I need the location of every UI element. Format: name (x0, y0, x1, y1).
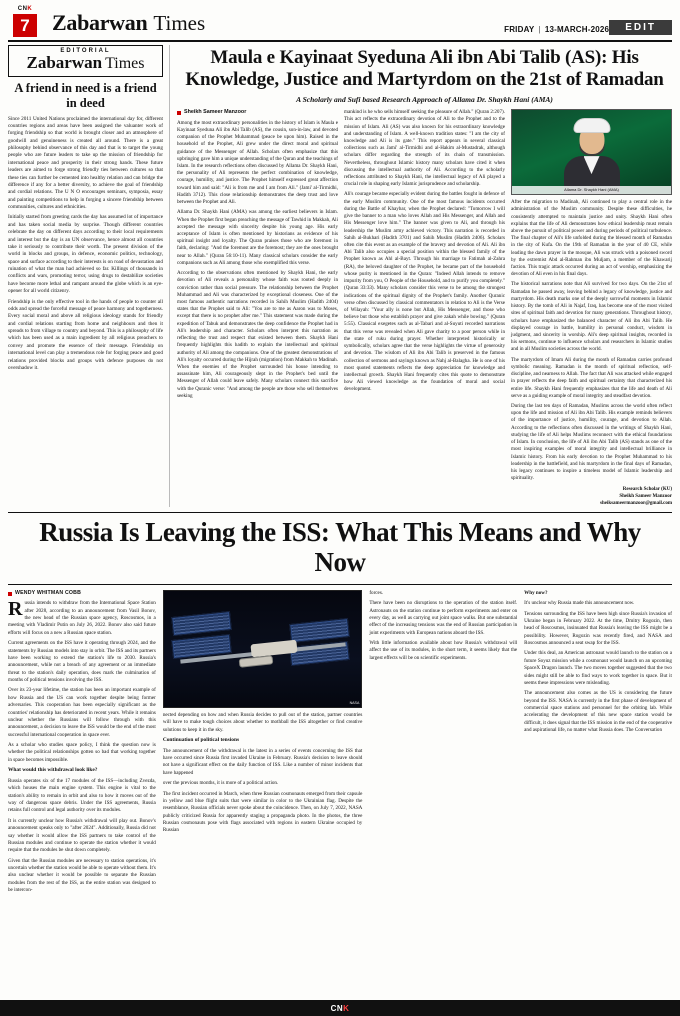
bullet-square-icon (8, 592, 12, 596)
photo-credit: NASA (349, 700, 360, 705)
cnk-brand-icon-footer: CNK (330, 1003, 350, 1013)
author-credit-line: Research Scholar (KU) (622, 487, 672, 493)
editorial-body (8, 116, 163, 376)
masthead-title-part1: Zabarwan (52, 10, 148, 35)
lead-story (177, 45, 672, 507)
author-credit-line: sheiksameermanzoor@gmail.com (600, 501, 672, 507)
feature-column-2 (163, 590, 363, 898)
editorial-paragraph: Initially started from greeting cards the day has assumed lot of importance and has taken social media by surprise. Though different countries celebrate the day on different days according to their local requirements and interest but the day is an UN observance, hence almost all countries take it seriously to contribute their worth. The present division of the world in blocks and groups, in defence, economic politics, technology, space and surface according to their interests is on road of devastation and ruination of what the man had achieved so far. Killings of thousands in conflicts and wars, promoting terror, using drugs to destabilize societies have become more lethal and rampant around the globe which is an eye-opener for all world citizenry. (8, 214, 163, 295)
editorial-headline: A friend in need is a friend in deed (14, 81, 157, 110)
lead-paragraph: During the last ten days of Ramadan, Muslims across the world often reflect upon the life and mission of Ali ibn Abi Talib. His example reminds believers of the importance of justice, humility, courage, and devotion to Allah. According to the reflections often discussed in the writings of Shaykh Hani, studying the life of Ali helps Muslims reconnect with the ethical foundations of Islam. In conclusion, the life of Ali ibn Abi Talib (AS) stands as one of the most inspiring examples of moral integrity and intellectual brilliance in Islamic history. From his early devotion to the Prophet Muhammad to his leadership in the battlefield, and his martyrdom in the final days of Ramadan, his legacy continues to inspire a timeless model of Islamic leadership and spirituality. (511, 402, 672, 482)
page-number: 7 (13, 14, 36, 37)
feature-columns (8, 584, 672, 898)
feature-byline-name: WENDY WHITMAN COBB (15, 589, 82, 596)
editorial-kicker: EDITORIAL (60, 48, 111, 54)
lead-columns (177, 109, 672, 507)
feature-paragraph: forces. (369, 589, 384, 596)
masthead-title (42, 6, 504, 37)
feature-paragraph: Current agreements on the ISS have it operating through 2024, and the statements by Russian models into stay in orbit. The ISS and its partners have been working to extend the station's life to 2030. Russia's announcement, while not a breach of any agreement or an immediate threat to the station's daily operation, does mark the culmination of months of political tensions involving the ISS. (8, 640, 156, 684)
feature-paragraph: Russia operates six of the 17 modules of the ISS—including Zvezda, which houses the main engine system. This engine is vital to the station's ability to remain in orbit and also to how it moves out of the way of dangerous space debris. Under the ISS agreements, Russia retains full control and legal authority over its modules. (8, 777, 156, 814)
solar-panel (289, 618, 350, 643)
lead-paragraph: Allama Dr. Shaykh Hani (AMA) was among the earliest believers in Islam. When the Prophet first began preaching the message of Tawhid in Makkah, Ali accepted the message with sincerity despite his young age. His early acceptance of Islam is often mentioned by historians as evidence of his spiritual insight and loyalty. The Quran praises those who are foremost in faith, declaring: "And the foremost are the foremost; they are the ones brought near to Allah." (Quran 56:10-11). Many classical scholars consider the early companions such as Ali among those who exemplified this verse. (177, 209, 338, 266)
feature-paragraph: The announcement of the withdrawal is the latest in a series of events concerning the ISS that have occurred since Russia first invaded Ukraine in February. Russia's decision to leave should not have a significant effect on the daily function of ISS. Like a number of minor incidents that have happened (162, 747, 363, 776)
top-section (8, 45, 672, 513)
page-footer (0, 1000, 680, 1016)
editorial-brand-part1: Zabarwan (26, 53, 103, 72)
editorial-paragraph: Since 2011 United Nations proclaimed the international day for, different countries regions and areas have been assigned the valuanter work of forging friendship so that world is brought closer and an atmosphere of goodwill and genuineness is created all around. There is a great philosophy behind observance of this day and that is to target the young people who are future leaders to take up the mission of friendship for international peace and prosperity in their strong hands. These future leaders are aimed to forge strong friendly ties between cultures so that these ties can further be cemented into healthy relation and can bridge the difference if any for a better diversity, to achieve the goal of friendship and cordial relations. The U N O encourages seminars, symposia, essay and painting competitions to help in forging a sincere friendship between communities, cultures and ethnicities. (8, 115, 163, 210)
masthead (8, 6, 672, 42)
lead-subhead: A Scholarly and Sufi based Research Approach of Allama Dr. Shaykh Hani (AMA) (296, 95, 553, 105)
masthead-title-part2: Times (153, 11, 206, 35)
lead-paragraph: Among the most extraordinary personalities in the history of Islam is Maula e Kayinaat Syeduna Ali ibn Abi Talib (AS), the cousin, son-in-law, and devoted companion of the Prophet Muhammad (peace be upon him). Raised in the household of the Prophet, Ali grew under the direct moral and spiritual guidance of the Messenger of Allah. Scholars often emphasize that this upbringing gave him a unique understanding of the Quran and the teachings of Islam. In the research reflections often discussed by Allama Dr. Shaykh Hani, the personality of Ali represents the perfect combination of knowledge, courage, humility, and justice. The Prophet himself expressed great affection toward him and said: "Ali is from me and I am from Ali." (Jami' al-Tirmidhi, Hadith 3712). This close relationship demonstrates the deep trust and love between the Prophet and Ali. (177, 119, 338, 206)
feature-paragraph: With little information available about how Russia's withdrawal will affect the use of its modules, in the short term, it seems likely that the largest effects will be on scientific experiments. (369, 640, 518, 661)
lead-paragraph: mankind is he who sells himself seeking the pleasure of Allah." (Quran 2:207). This act reflects the extraordinary devotion of Ali to the Prophet and to the mission of Islam. Ali (AS) was also known for his extraordinary knowledge and understanding of Islam. A well-known tradition states: "I am the city of knowledge and Ali is its gate." This report appears in several classical collections such as Jami' al-Tirmidhi and al-Hakim al-Mustadrak, although scholars differ regarding the strength of its chain of transmission. Nevertheless, throughout Islamic history many scholars have cited it when discussing the intellectual authority of Ali. According to the scholarly reflections attributed to Shaykh Hani, the intellectual legacy of Ali played a crucial role in shaping early Islamic jurisprudence and scholarship. (344, 109, 505, 188)
feature-column-3 (369, 590, 517, 898)
feature-subheading: Continuation of political tensions (162, 736, 240, 743)
iss-station-photo (163, 590, 363, 708)
feature-column-4 (524, 590, 672, 898)
feature-headline: Russia Is Leaving the ISS: What This Means and Why Now (39, 517, 641, 578)
feature-paragraph: It is currently unclear how Russia's withdrawal will play out. Bonov's announcement speaks only to "after 2024". Additionally, Russia did not say whether it would allow the ISS partners to take control of the Russian modules and continue to operate the station whether it would require that the modules be shut down completely. (8, 817, 156, 854)
author-credit (511, 486, 672, 507)
date-separator: | (538, 25, 541, 34)
solar-panel (171, 611, 232, 636)
feature-subheading: What would this withdrawal look like? (8, 767, 98, 774)
lead-headline: Maula e Kayinaat Syeduna Ali ibn Abi Talib (AS): His Knowledge, Justice and Martyrdom on the 21st of Ramadan (185, 47, 664, 91)
lead-byline-name: Sheikh Sameer Manzoor (184, 109, 247, 116)
portrait-turban (573, 118, 610, 133)
feature-paragraph: Russia intends to withdraw from the International Space Station after 2028, according to an announcement from Vasil Bonov, the new head of the Russian space agency, Roscosmos, in a meeting with Vladimir Putin on July 26, 2022. Bonov also said future efforts will focus on a new a Russian space station. (8, 598, 156, 636)
lead-byline (177, 109, 338, 117)
cnk-brand-icon: CNK (17, 6, 33, 12)
editorial-column (8, 45, 170, 507)
feature-paragraph: Why now? (524, 589, 548, 596)
feature-paragraph: The announcement also comes as the US is considering the future beyond the ISS. NASA is currently in the first phase of development of commercial space stations and personnel for the orbiting lab. While accelerating the development of this new space station would be difficult, it does signal that the ISS mission in the end of the cooperative and aspirational life, no matter what Russia does. The Conversation (524, 690, 672, 734)
editorial-masthead (8, 45, 163, 77)
author-credit-line: Sheikh Sameer Manzoor (619, 494, 672, 500)
lead-paragraph: According to the observations often mentioned by Shaykh Hani, the early devotion of Ali reveals a personality whose faith was rooted deeply in conviction rather than social pressure. The relationship between the Prophet Muhammad and Ali was characterized by exceptional closeness. One of the most famous authentic narrations recorded in Sahih Muslim (Hadith 2404) states that the Prophet said to Ali: "You are to me as Aaron was to Moses, except that there is no prophet after me." This statement was made during the expedition of Tabuk and demonstrates the deep confidence the Prophet had in Ali's leadership and character. Scholars often interpret this narration as reflecting the trust and respect that existed between them. Shaykh Hani frequently highlights this hadith to explain the intellectual and spiritual authority of Ali among the companions. One of the greatest demonstrations of Ali's loyalty occurred during the Hijrah (migration) from Makkah to Madinah. When the enemies of the Prophet surrounded his house intending to assassinate him, Ali courageously slept in the Prophet's bed until the Messenger of Allah could leave safely. Many scholars connect this sacrifice with the Quranic verse: "And among the people are those who sell themselves seeking (177, 270, 338, 399)
scholar-portrait-photo (511, 109, 672, 195)
feature-paragraph: It's unclear why Russia made this announcement now. (524, 600, 635, 607)
feature-paragraph: The first incident occurred in March, when three Russian cosmonauts emerged from their capsule in yellow and blue flight suits that were similar in color to the Ukrainian flag. Despite the resemblance, Russian officials never spoke about the coincidence. Then, on July 7, 2022, NASA publicly criticized Russia for apparently staging a propaganda photo. In the photos, the three Russian cosmonauts pose with flags associated with regions in eastern Ukraine occupied by Russian (162, 790, 363, 834)
lead-paragraph: After the migration to Madinah, Ali continued to play a central role in the administration of the Muslim community. Despite these difficulties, he consistently attempted to maintain justice and unity. Shaykh Hani often explains that the life of Ali demonstrates how ethical leadership must remain above the pursuit of political power and during periods of political turbulence. The final chapter of Ali's life unfolded during the blessed month of Ramadan in the city of Kufa. On the 19th of Ramadan in the year of 40 CE, while leading the dawn prayer in the mosque, Ali was struck with a poisoned sword by the extremist Abd al-Rahman ibn Muljam, a member of the Khawarij faction. This tragic attack occurred during an act of worship, emphasizing the devotion of Ali even in his final days. (511, 199, 672, 278)
masthead-date-value: 13-MARCH-2026 (544, 25, 610, 34)
lead-paragraph: Ali's courage became especially evident during the battles fought in defence of the early Muslim community. One of the most famous incidents occurred during the Battle of Khaybar, when the Prophet declared: "Tomorrow I will give the banner to a man who loves Allah and His Messenger, and Allah and His Messenger love him." The banner was given to Ali, and through his leadership the Muslim army achieved victory. This narration is recorded in Sahih al-Bukhari (Hadith 3701) and Sahih Muslim (Hadith 2406). Scholars often cite this event as an example of the bravery and devotion of Ali. Ali ibn Abi Talib also occupies a special position within the blessed family of the Prophet known as Ahl al-Bayt. Through his marriage to Fatimah al-Zahra (RA), the beloved daughter of the Prophet, he became part of the household whose purity is mentioned in the Quran: "Indeed Allah intends to remove impurity from you, O People of the Household, and to purify you completely." (Quran 33:33). Many scholars consider this verse to be among the strongest indications of the spiritual dignity of the Prophet's family. Another Quranic verse often discussed by classical commentators in relation to Ali is the Verse of Wilayah: "Your ally is none but Allah, His Messenger, and those who believe but those who establish prayer and give zakah while bowing." (Quran 5:55). Classical exegetes such as al-Tabari and al-Suyuti recorded narrations that this verse was revealed when Ali gave charity to a poor person while in the state of ruku during prayer. Whether interpreted historically or symbolically, scholars agree that the verse highlights the virtue of generosity and devotion. The wisdom of Ali ibn Abi Talib is preserved in the famous collection of sermons and sayings known as Nahj al-Balagha. He is one of his most quoted statements reflects the deep appreciation for knowledge and intellectual growth. Shaykh Hani frequently cites this quote to demonstrate how Ali viewed knowledge as the foundation of moral and social development. (344, 191, 505, 393)
editorial-paragraph: Friendship is the only effective tool in the hands of people to counter all odds and spread the forceful message of peace harmony and togetherness. Every social moral and above all religious ideology stands for friendly and cordial relations starting from home and neighbours and then it spreads to from village to country and beyond. This is a philosophy of life which has been used as a main ingredient by all religious preachers to convey and promote the essence of their message. Friendship on international level can play a tremendous role for forging peace and good relations provided blocks and groups with defence purposes do not overshadow it. (8, 298, 163, 371)
portrait-figure (561, 118, 623, 194)
lead-column-2 (344, 109, 505, 507)
portrait-caption: Allama Dr. Shaykh Hani (AMA) (512, 186, 671, 194)
feature-paragraph: There have been no disruptions to the operation of the station itself. Astronauts on the station continue to perform experiments and enter on every day, as well as carrying out joint space walks. But one substantial effect of the increasing tensions was the end of Russian participation in joint experiments with European nations aboard the ISS. (369, 600, 518, 636)
feature-story (8, 518, 672, 897)
masthead-date (504, 6, 609, 37)
masthead-logo-block (8, 6, 42, 37)
section-badge: EDIT (609, 20, 672, 35)
feature-paragraph: Under this deal, an American astronaut would launch to the station on a future Soyuz mission while a cosmonaut would launch on an upcoming SpaceX Dragon launch. The two moves together suggested that the two sides might still be able to find ways to work together in space. But it seems these impressions were misleading. (524, 650, 672, 686)
feature-column-1 (8, 590, 156, 898)
feature-paragraph: over the previous months, it is more of a political action. (162, 780, 279, 787)
feature-paragraph: Tensions surrounding the ISS have been high since Russia's invasion of Ukraine began in February 2022. At the time, Dmitry Rogozin, then head of Roscosmos, insinuated that Russia's leaving the ISS might be a possibility. However, Rogozin was recently fired, and NASA and Roscosmos announced a seat swap for the ISS. (524, 610, 672, 646)
masthead-day: FRIDAY (504, 25, 535, 34)
lead-paragraph: The martyrdom of Imam Ali during the month of Ramadan carries profound symbolic meaning. Ramadan is the month of spiritual reflection, self-discipline, and nearness to Allah. The fact that Ali was attacked while engaged in prayer reflects the deep faith and spiritual certainty that characterized his entire life. Shaykh Hani frequently emphasizes that the life and death of Ali serve as a guiding example of moral integrity and steadfast devotion. (511, 356, 672, 399)
feature-byline (8, 590, 156, 598)
lead-column-1 (177, 109, 338, 507)
feature-paragraph: As a scholar who studies space policy, I think the question now is whether the political relationships gotten so bad that working together in space becomes impossible. (8, 742, 156, 763)
lead-paragraph: The historical narrations note that Ali survived for two days. On the 21st of Ramadan he passed away, leaving behind a legacy of knowledge, justice and martyrdom. His death marks one of the deeply sorrowful moments in Islamic history. By the tomb of Ali in Najaf, Iraq, has become one of the most visited sites of spiritual faith and devotion for many generations. Throughout history, scholars have emphasized the balanced character of Ali ibn Abi Talib. He displayed courage in battle, humility in personal conduct, wisdom in judgment, and sincerity in worship. Ali's deep spiritual insights, recorded in his sermons, continue to influence scholars and researchers in Islamic studies and in all Muslim societies across the world. (511, 281, 672, 353)
lead-column-3 (511, 109, 672, 507)
feature-paragraph: nected depending on how and when Russia decides to pull out of the station, partner countries will have to make tough choices about whether to mothball the ISS altogether or find creative solutions to keep it in the sky. (162, 711, 363, 733)
editorial-brand-part2: Times (105, 55, 145, 72)
feature-paragraph: Over its 23-year lifetime, the station has been an important example of how Russia and the US can work together despite being former adversaries. This cooperation has been especially significant as the countries' relationship has deteriorated in recent years. While it remains unclear whether the Russians will follow through with this announcement, a decision to leave the ISS would be the end of the most successful international cooperation in space ever. (8, 687, 156, 738)
feature-paragraph: Given that the Russian modules are necessary to station operations, it's uncertain whether the station would be able to operate without them. It's also unclear whether it would be possible to separate the Russian modules from the rest of the ISS, as the entire station was designed to be intercon- (8, 857, 156, 894)
bullet-square-icon (177, 111, 181, 115)
